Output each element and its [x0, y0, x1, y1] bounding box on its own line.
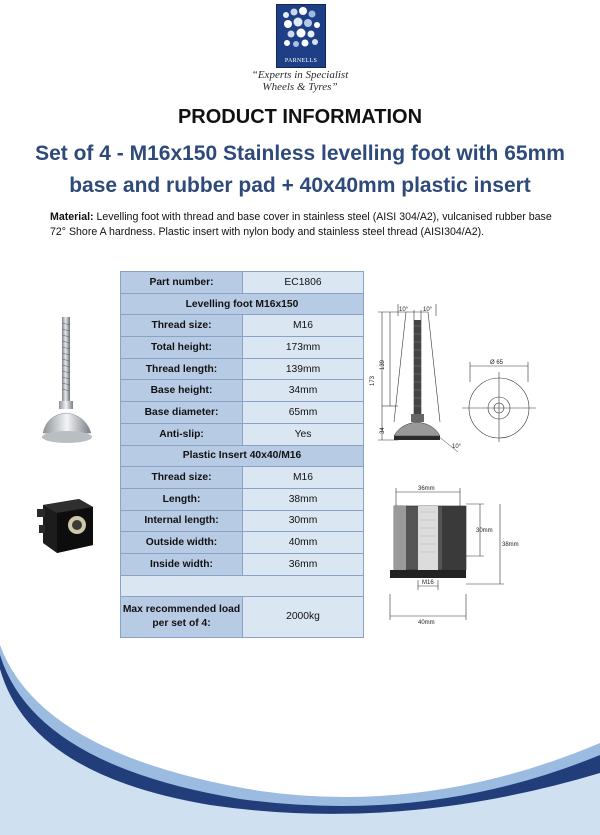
spec-label: Inside width: — [121, 553, 243, 575]
part-number-value: EC1806 — [243, 272, 364, 294]
spec-value: 65mm — [243, 402, 364, 424]
spec-value: 30mm — [243, 510, 364, 532]
spec-label: Base diameter: — [121, 402, 243, 424]
spec-label: Internal length: — [121, 510, 243, 532]
spec-value: Yes — [243, 423, 364, 445]
length-label: 38mm — [502, 542, 519, 548]
internal-length-label: 30mm — [476, 528, 493, 534]
table-row — [121, 315, 364, 337]
logo-dots-graphic — [277, 5, 325, 57]
table-row — [121, 597, 364, 638]
table-row — [121, 337, 364, 359]
foot-base-top-drawing — [462, 352, 536, 442]
total-height-label: 173 — [370, 375, 376, 386]
spec-value: 173mm — [243, 337, 364, 359]
insert-section-drawing — [380, 480, 530, 626]
part-number-label: Part number: — [121, 272, 243, 294]
spec-label: Thread length: — [121, 358, 243, 380]
diameter-label: Ø 65 — [490, 360, 504, 366]
table-row — [121, 423, 364, 445]
table-row — [121, 467, 364, 489]
spec-label: Anti-slip: — [121, 423, 243, 445]
outside-width-label: 40mm — [418, 620, 435, 626]
plastic-insert-photo — [35, 495, 99, 561]
decorative-wave — [0, 645, 600, 835]
thread-label: M16 — [422, 580, 434, 586]
table-section-row — [121, 445, 364, 467]
product-title-line-1: Set of 4 - M16x150 Stainless levelling foot with 65mm — [35, 142, 565, 165]
angle-left-label: 10° — [399, 307, 409, 313]
logo-wordmark: PARNELLS — [284, 58, 318, 64]
product-title-line-2: base and rubber pad + 40x40mm plastic insert — [69, 174, 531, 197]
section-plastic-insert: Plastic Insert 40x40/M16 — [121, 445, 364, 467]
table-row — [121, 532, 364, 554]
table-row — [121, 380, 364, 402]
spec-label: Thread size: — [121, 467, 243, 489]
tagline-line-2: Wheels & Tyres” — [262, 81, 338, 93]
inside-width-label: 36mm — [418, 486, 435, 492]
angle-right-label: 10° — [423, 307, 433, 313]
tagline-line-1: “Experts in Specialist — [251, 69, 349, 81]
section-levelling-foot: Levelling foot M16x150 — [121, 293, 364, 315]
section-heading: PRODUCT INFORMATION — [177, 106, 423, 128]
spec-value: M16 — [243, 467, 364, 489]
spec-value: M16 — [243, 315, 364, 337]
table-row — [121, 272, 364, 294]
empty-cell — [121, 575, 364, 597]
spec-value: 139mm — [243, 358, 364, 380]
thread-length-label: 139 — [380, 359, 386, 370]
spec-label: Total height: — [121, 337, 243, 359]
table-section-row — [121, 293, 364, 315]
material-label: Material: — [50, 211, 94, 223]
material-description — [50, 210, 560, 240]
table-row — [121, 553, 364, 575]
spec-label: Base height: — [121, 380, 243, 402]
table-row-empty — [121, 575, 364, 597]
spec-value: 40mm — [243, 532, 364, 554]
spec-value: 36mm — [243, 553, 364, 575]
load-label: Max recommended load per set of 4: — [121, 597, 243, 638]
base-angle-label: 10° — [452, 444, 462, 450]
spec-label: Outside width: — [121, 532, 243, 554]
table-row — [121, 402, 364, 424]
material-text: Levelling foot with thread and base cover in stainless steel (AISI 304/A2), vulcanised rubber base 72° Shore A hardness. Plastic insert with nylon body and stainless steel thread (AISI304/A2). — [50, 211, 552, 238]
spec-value: 38mm — [243, 488, 364, 510]
product-title — [0, 138, 600, 202]
table-row — [121, 510, 364, 532]
spec-label: Thread size: — [121, 315, 243, 337]
base-height-label: 34 — [380, 427, 386, 434]
foot-side-drawing — [368, 302, 466, 452]
levelling-foot-photo — [37, 315, 97, 447]
table-row — [121, 488, 364, 510]
load-value: 2000kg — [243, 597, 364, 638]
parnells-logo — [276, 4, 326, 68]
spec-label: Length: — [121, 488, 243, 510]
table-row — [121, 358, 364, 380]
spec-table — [120, 271, 364, 638]
tagline — [0, 69, 600, 93]
spec-value: 34mm — [243, 380, 364, 402]
